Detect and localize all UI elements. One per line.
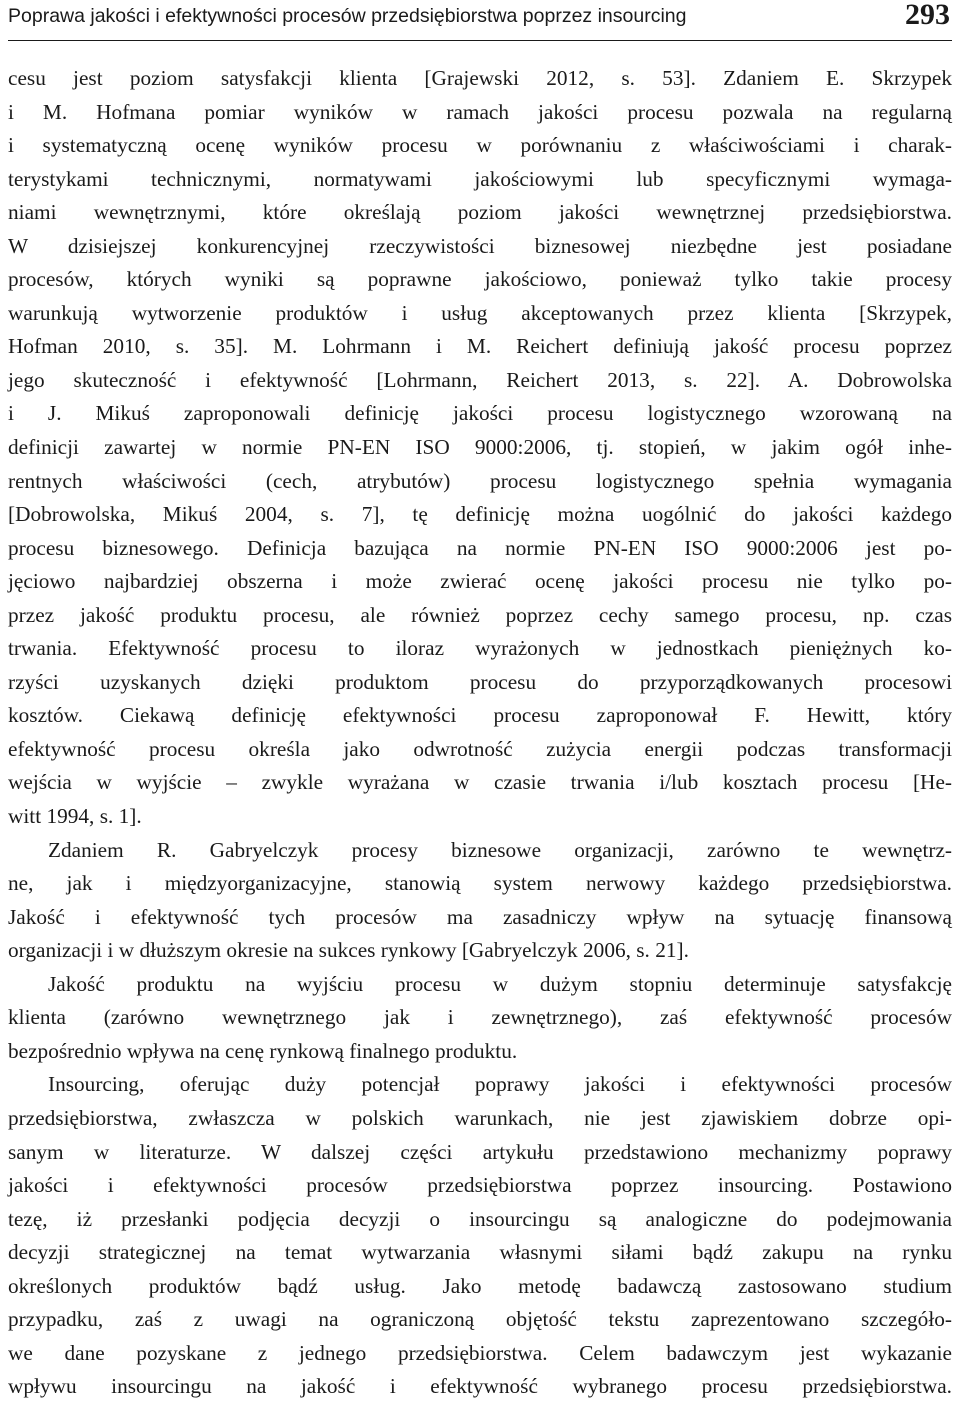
text-line: jęciowo najbardziej obszerna i może zwierać ocenę jakości procesu nie tylko po- (8, 569, 952, 594)
text-line: tezę, iż przesłanki podjęcia decyzji o insourcingu są analogiczne do podejmowania (8, 1206, 952, 1231)
text-line: i M. Hofmana pomiar wyników w ramach jakości procesu pozwala na regularną (8, 99, 952, 124)
text-line: decyzji strategicznej na temat wytwarzania własnymi siłami bądź zakupu na rynku (8, 1240, 952, 1265)
running-header (8, 0, 952, 41)
text-line: wejścia w wyjście – zwykle wyrażana w czasie trwania i/lub kosztach procesu [He- (8, 770, 952, 795)
text-line: terystykami technicznymi, normatywami jakościowymi lub specyficznymi wymaga- (8, 166, 952, 191)
text-line: trwania. Efektywność procesu to iloraz wyrażonych w jednostkach pieniężnych ko- (8, 636, 952, 661)
text-line: we dane pozyskane z jednego przedsiębiorstwa. Celem badawczym jest wykazanie (8, 1340, 952, 1365)
text-line: przez jakość produktu procesu, ale również poprzez cechy samego procesu, np. czas (8, 602, 952, 627)
text-line: jakości i efektywności procesów przedsiębiorstwa poprzez insourcing. Postawiono (8, 1173, 952, 1198)
text-line: niami wewnętrznymi, które określają poziom jakości wewnętrznej przedsiębiorstwa. (8, 200, 952, 225)
text-line: procesu biznesowego. Definicja bazująca na normie PN-EN ISO 9000:2006 jest po- (8, 535, 952, 560)
header-title: Poprawa jakości i efektywności procesów przedsiębiorstwa poprzez insourcing (8, 5, 687, 27)
text-line: przedsiębiorstwa, zwłaszcza w polskich warunkach, nie jest zjawiskiem dobrze opi- (8, 1105, 952, 1130)
text-line: Zdaniem R. Gabryelczyk procesy biznesowe organizacji, zarówno te wewnętrz- (48, 837, 952, 862)
text-line: rentnych właściwości (cech, atrybutów) procesu logistycznego spełnia wymagania (8, 468, 952, 493)
text-line: efektywność procesu określa jako odwrotność zużycia energii podczas transformacji (8, 736, 952, 761)
text-line: Jakość i efektywność tych procesów ma zasadniczy wpływ na sytuację finansową (8, 904, 952, 929)
text-line: W dzisiejszej konkurencyjnej rzeczywistości biznesowej niezbędne jest posiadane (8, 233, 952, 258)
text-line: klienta (zarówno wewnętrznego jak i zewnętrznego), zaś efektywność procesów (8, 1005, 952, 1030)
text-line: definicji zawartej w normie PN-EN ISO 9000:2006, tj. stopień, w jakim ogół inhe- (8, 435, 952, 460)
text-line: przypadku, zaś z uwagi na ograniczoną objętość tekstu zaprezentowano szczegóło- (8, 1307, 952, 1332)
text-line: rzyści uzyskanych dzięki produktom procesu do przyporządkowanych procesowi (8, 669, 952, 694)
text-line: jego skuteczność i efektywność [Lohrmann, Reichert 2013, s. 22]. A. Dobrowolska (8, 367, 952, 392)
text-line: procesów, których wyniki są poprawne jakościowo, ponieważ tylko takie procesy (8, 267, 952, 292)
text-line: ne, jak i międzyorganizacyjne, stanowią system nerwowy każdego przedsiębiorstwa. (8, 871, 952, 896)
text-line: cesu jest poziom satysfakcji klienta [Grajewski 2012, s. 53]. Zdaniem E. Skrzypek (8, 66, 952, 90)
text-line: i J. Mikuś zaproponowali definicję jakości procesu logistycznego wzorowaną na (8, 401, 952, 426)
text-line: wpływu insourcingu na jakość i efektywność wybranego procesu przedsiębiorstwa. (8, 1374, 952, 1399)
text-line: Insourcing, oferując duży potencjał poprawy jakości i efektywności procesów (48, 1072, 952, 1097)
text-line: Jakość produktu na wyjściu procesu w dużym stopniu determinuje satysfakcję (48, 971, 952, 996)
text-line: Hofman 2010, s. 35]. M. Lohrmann i M. Reichert definiują jakość procesu poprzez (8, 334, 952, 359)
text-line: bezpośrednio wpływa na cenę rynkową finalnego produktu. (8, 1038, 518, 1063)
text-line: witt 1994, s. 1]. (8, 804, 142, 829)
text-line: warunkują wytworzenie produktów i usług akceptowanych przez klienta [Skrzypek, (8, 300, 952, 325)
text-line: i systematyczną ocenę wyników procesu w porównaniu z właściwościami i charak- (8, 133, 952, 158)
text-line: kosztów. Ciekawą definicję efektywności procesu zaproponował F. Hewitt, który (8, 703, 952, 728)
text-line: organizacji i w dłuższym okresie na sukces rynkowy [Gabryelczyk 2006, s. 21]. (8, 938, 689, 963)
page-number: 293 (905, 0, 950, 31)
text-line: sanym w literaturze. W dalszej części artykułu przedstawiono mechanizmy poprawy (8, 1139, 952, 1164)
text-line: określonych produktów bądź usług. Jako metodę badawczą zastosowano studium (8, 1273, 952, 1298)
body-text (8, 62, 952, 1404)
text-line: [Dobrowolska, Mikuś 2004, s. 7], tę definicję można uogólnić do jakości każdego (8, 502, 952, 527)
